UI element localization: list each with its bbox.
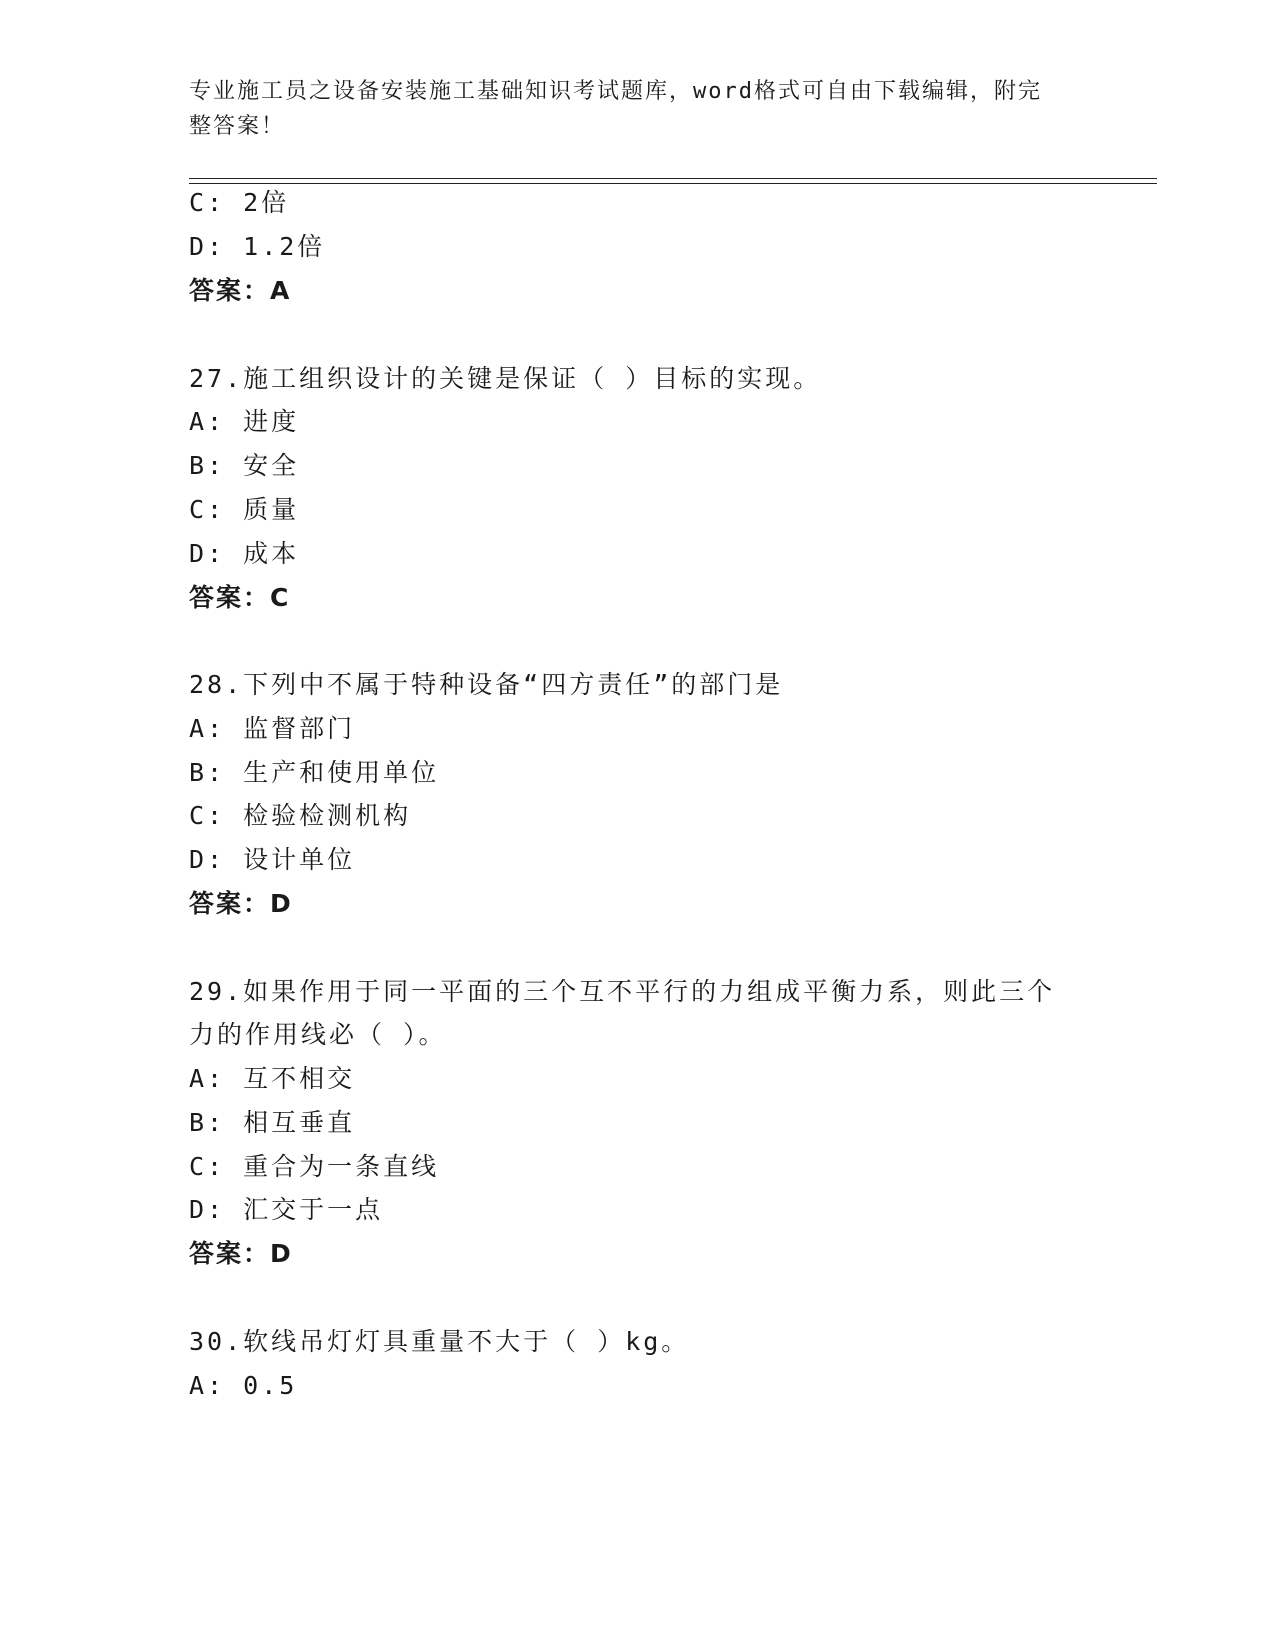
- q29-stem-line-2: 力的作用线必（ ）。: [189, 1020, 447, 1049]
- prev-option-c: C: 2倍: [189, 188, 290, 217]
- header-divider-top: [189, 178, 1157, 179]
- prev-answer: 答案：A: [189, 276, 292, 305]
- q28-option-d: D: 设计单位: [189, 845, 356, 874]
- document-header: [189, 74, 1069, 144]
- q28-answer: 答案：D: [189, 889, 293, 918]
- q29-answer: 答案：D: [189, 1239, 293, 1268]
- q28-option-c: C: 检验检测机构: [189, 801, 412, 830]
- q27-stem: 27.施工组织设计的关键是保证（ ）目标的实现。: [189, 364, 822, 393]
- q28-option-a: A: 监督部门: [189, 714, 356, 743]
- q27-answer: 答案：C: [189, 583, 291, 612]
- header-line-2: 整答案！: [189, 114, 286, 139]
- q29-option-c: C: 重合为一条直线: [189, 1152, 440, 1181]
- q29-option-b: B: 相互垂直: [189, 1108, 356, 1137]
- q30-stem: 30.软线吊灯灯具重量不大于（ ）kg。: [189, 1327, 690, 1356]
- q29-option-d: D: 汇交于一点: [189, 1195, 384, 1224]
- q27-option-c: C: 质量: [189, 495, 300, 524]
- q27-option-d: D: 成本: [189, 539, 300, 568]
- header-divider-bottom: [189, 183, 1157, 184]
- q28-option-b: B: 生产和使用单位: [189, 758, 440, 787]
- q29-option-a: A: 互不相交: [189, 1064, 356, 1093]
- q28-stem: 28.下列中不属于特种设备“四方责任”的部门是: [189, 670, 784, 699]
- q27-option-b: B: 安全: [189, 451, 300, 480]
- q29-stem-line-1: 29.如果作用于同一平面的三个互不平行的力组成平衡力系，则此三个: [189, 977, 1056, 1006]
- q27-option-a: A: 进度: [189, 407, 300, 436]
- prev-option-d: D: 1.2倍: [189, 232, 326, 261]
- q30-option-a: A: 0.5: [189, 1371, 298, 1400]
- header-line-1: 专业施工员之设备安装施工基础知识考试题库，word格式可自由下载编辑，附完: [189, 79, 1042, 104]
